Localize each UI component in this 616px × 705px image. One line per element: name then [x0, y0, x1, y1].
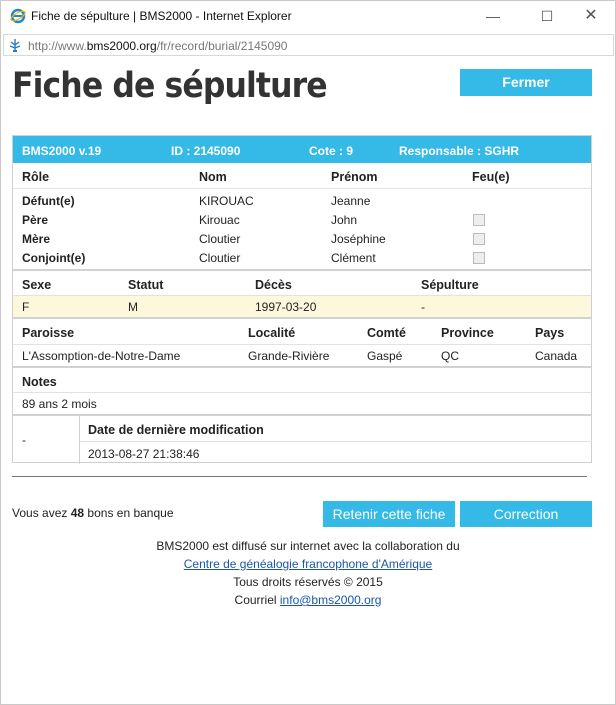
place-section — [13, 317, 591, 366]
notes-header-row — [13, 368, 591, 393]
correction-button[interactable]: Correction — [460, 501, 592, 527]
vitals-row — [13, 296, 591, 317]
person-nom: Cloutier — [199, 251, 241, 265]
place-province: QC — [441, 349, 459, 363]
title-bar — [1, 1, 615, 32]
persons-section — [13, 163, 591, 269]
page-title: Fiche de sépulture — [12, 66, 327, 106]
col-comte: Comté — [367, 326, 406, 340]
vital-sepulture: - — [421, 300, 425, 314]
col-statut: Statut — [128, 278, 164, 292]
website-icon — [7, 37, 23, 53]
person-row — [13, 248, 591, 269]
person-prenom: John — [331, 213, 358, 227]
notes-text: 89 ans 2 mois — [22, 397, 97, 411]
col-role: Rôle — [22, 170, 50, 184]
keep-record-button[interactable]: Retenir cette fiche — [323, 501, 455, 527]
bank-prefix: Vous avez — [12, 506, 68, 520]
modification-header: Date de dernière modification — [88, 423, 264, 437]
person-role: Père — [22, 213, 49, 227]
col-nom: Nom — [199, 170, 227, 184]
minimize-button[interactable]: — — [486, 8, 500, 24]
vital-deces: 1997-03-20 — [255, 300, 317, 314]
person-row — [13, 229, 591, 248]
col-paroisse: Paroisse — [22, 326, 75, 340]
person-prenom: Clément — [331, 251, 376, 265]
bank-suffix: bons en banque — [87, 506, 174, 520]
modification-section — [13, 414, 591, 462]
notes-section — [13, 366, 591, 414]
col-feu: Feu(e) — [472, 170, 510, 184]
col-sepulture: Sépulture — [421, 278, 479, 292]
footer — [1, 537, 615, 609]
window-title: Fiche de sépulture | BMS2000 - Internet Explorer — [31, 9, 292, 23]
record-version: BMS2000 v.19 — [22, 144, 102, 158]
page-content — [1, 58, 615, 704]
cgfa-link[interactable]: Centre de généalogie francophone d'Amérique — [183, 557, 433, 571]
bank-count: 48 — [70, 506, 85, 520]
feu-checkbox — [473, 252, 485, 264]
col-localite: Localité — [248, 326, 296, 340]
person-nom: Kirouac — [199, 213, 240, 227]
person-prenom: Joséphine — [331, 232, 386, 246]
feu-checkbox — [473, 233, 485, 245]
place-localite: Grande-Rivière — [248, 349, 330, 363]
url-prefix: http://www. — [28, 39, 87, 53]
address-bar[interactable] — [3, 34, 614, 56]
col-sexe: Sexe — [22, 278, 52, 292]
close-button[interactable]: Fermer — [460, 69, 592, 96]
feu-checkbox — [473, 214, 485, 226]
vital-sexe: F — [22, 300, 30, 314]
record-cote: Cote : 9 — [309, 144, 354, 158]
record-responsable: Responsable : SGHR — [399, 144, 520, 158]
maximize-button[interactable]: ☐ — [540, 8, 554, 24]
footer-collaboration: BMS2000 est diffusé sur internet avec la collaboration du — [156, 539, 460, 553]
vitals-header-row — [13, 271, 591, 296]
footer-email-line — [1, 591, 615, 609]
vitals-section — [13, 269, 591, 317]
record-header — [13, 136, 591, 163]
separator-line — [12, 476, 587, 477]
email-link[interactable]: info@bms2000.org — [279, 593, 382, 607]
place-paroisse: L'Assomption-de-Notre-Dame — [22, 349, 181, 363]
modification-date: 2013-08-27 21:38:46 — [88, 447, 200, 461]
internet-explorer-icon — [10, 8, 26, 24]
burial-record — [12, 135, 592, 463]
col-pays: Pays — [535, 326, 565, 340]
url-domain: bms2000.org — [86, 39, 157, 53]
modification-header-row — [80, 416, 592, 442]
person-role: Conjoint(e) — [22, 251, 86, 265]
col-deces: Décès — [255, 278, 292, 292]
url-path: /fr/record/burial/2145090 — [156, 39, 288, 53]
person-prenom: Jeanne — [331, 194, 371, 208]
place-header-row — [13, 319, 591, 345]
person-nom: KIROUAC — [199, 194, 254, 208]
place-pays: Canada — [535, 349, 578, 363]
place-row — [13, 345, 591, 366]
persons-header-row — [13, 163, 591, 189]
vital-statut: M — [128, 300, 138, 314]
person-role: Défunt(e) — [22, 194, 75, 208]
person-row — [13, 191, 591, 210]
close-window-button[interactable]: ✕ — [584, 7, 598, 24]
notes-header: Notes — [22, 375, 57, 389]
url-text[interactable] — [28, 39, 287, 53]
person-nom: Cloutier — [199, 232, 241, 246]
place-comte: Gaspé — [367, 349, 403, 363]
notes-row — [13, 393, 591, 414]
record-id: ID : 2145090 — [171, 144, 241, 158]
bank-balance — [12, 506, 174, 520]
modification-left: - — [22, 433, 26, 447]
person-role: Mère — [22, 232, 51, 246]
footer-copyright: Tous droits réservés © 2015 — [233, 575, 383, 589]
person-row — [13, 210, 591, 229]
email-label: Courriel — [234, 593, 277, 607]
col-prenom: Prénom — [331, 170, 378, 184]
col-province: Province — [441, 326, 494, 340]
